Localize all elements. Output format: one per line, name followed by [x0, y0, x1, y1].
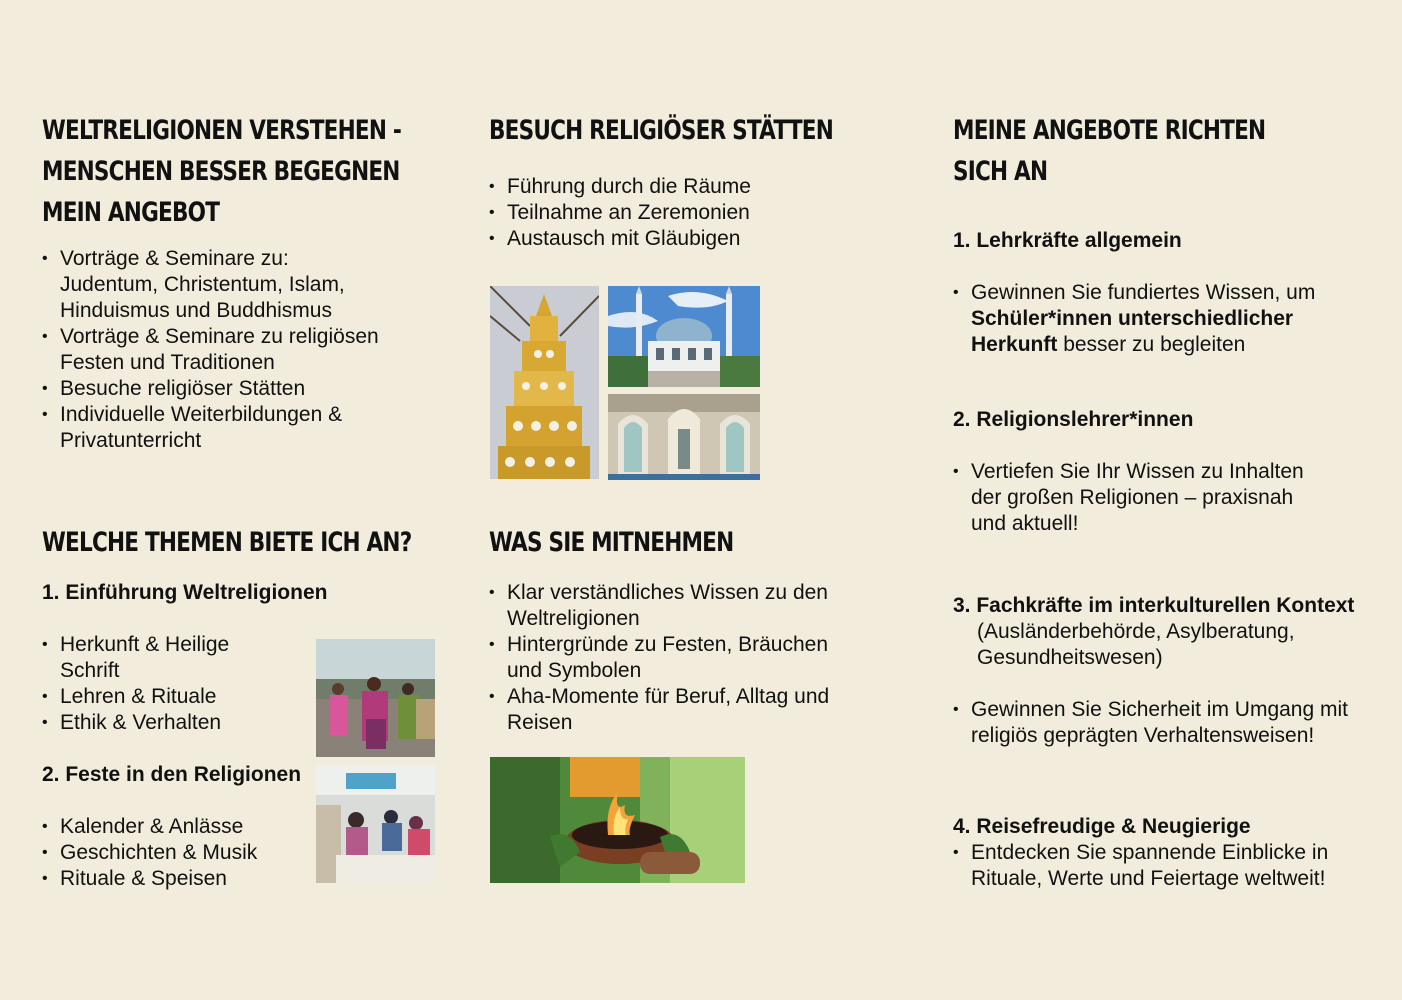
list-item: • Herkunft & Heilige Schrift: [42, 632, 250, 684]
list-item: • Kalender & Anlässe: [42, 814, 292, 840]
takeaway-list: [489, 580, 849, 736]
theme2-list: [42, 814, 292, 892]
group2-title: 2. Religionslehrer*innen: [953, 408, 1194, 431]
group3-note: (Ausländerbehörde, Asylberatung, Gesundheitswesen): [977, 620, 1295, 669]
list-item: • Ethik & Verhalten: [42, 710, 292, 736]
list-item: • Vorträge & Seminare zu religiösen Festen und Traditionen: [42, 324, 392, 376]
list-item: • Rituale & Speisen: [42, 866, 292, 892]
group1-title: 1. Lehrkräfte allgemein: [953, 229, 1182, 252]
festival-meal-photo: [316, 765, 435, 883]
group4-title: 4. Reisefreudige & Neugierige: [953, 815, 1251, 838]
group3-title: 3. Fachkräfte im interkulturellen Kontext: [953, 594, 1355, 617]
themes-heading: WELCHE THEMEN BIETE ICH AN?: [42, 527, 412, 558]
list-item: • Hintergründe zu Festen, Bräuchen und Symbolen: [489, 632, 849, 684]
list-item: • Lehren & Rituale: [42, 684, 292, 710]
list-item: • Teilnahme an Zeremonien: [489, 200, 859, 226]
list-item: • Entdecken Sie spannende Einblicke in Rituale, Werte und Feiertage weltweit!: [953, 840, 1353, 892]
offer-list: [42, 246, 392, 454]
group2-list: [953, 459, 1323, 537]
group3-list: [953, 697, 1373, 749]
fire-ritual-photo: [490, 757, 745, 883]
list-item: • Führung durch die Räume: [489, 174, 859, 200]
list-item: • Individuelle Weiterbildungen & Privatunterricht: [42, 402, 392, 454]
dance-photo: [316, 639, 435, 757]
list-item: • Vertiefen Sie Ihr Wissen zu Inhalten der großen Religionen – praxisnah und aktuell!: [953, 459, 1323, 537]
list-item: • Gewinnen Sie fundiertes Wissen, um Schüler*innen unterschiedlicher Herkunft besser zu begleiten: [953, 280, 1343, 358]
sites-heading: BESUCH RELIGIÖSER STÄTTEN: [489, 115, 833, 146]
list-item: • Austausch mit Gläubigen: [489, 226, 859, 252]
list-item: • Klar verständliches Wissen zu den Weltreligionen: [489, 580, 849, 632]
list-item: • Besuche religiöser Stätten: [42, 376, 392, 402]
list-item: • Aha-Momente für Beruf, Alltag und Reisen: [489, 684, 849, 736]
list-item: • Geschichten & Musik: [42, 840, 292, 866]
theme1-list: [42, 632, 292, 736]
hindu-temple-photo: [490, 286, 599, 479]
theme1-title: 1. Einführung Weltreligionen: [42, 581, 328, 604]
takeaway-heading: WAS SIE MITNEHMEN: [489, 527, 734, 558]
mosque-interior-photo: [608, 394, 760, 480]
sites-list: [489, 174, 859, 252]
audience-heading: MEINE ANGEBOTE RICHTEN SICH AN: [953, 115, 1266, 187]
group4-list: [953, 840, 1353, 892]
mosque-exterior-photo: [608, 286, 760, 387]
list-item: • Gewinnen Sie Sicherheit im Umgang mit religiös geprägten Verhaltensweisen!: [953, 697, 1373, 749]
list-item: • Vorträge & Seminare zu: Judentum, Christentum, Islam, Hinduismus und Buddhismus: [42, 246, 392, 324]
group1-list: [953, 280, 1343, 358]
offer-heading: WELTRELIGIONEN VERSTEHEN - MENSCHEN BESSER BEGEGNEN MEIN ANGEBOT: [42, 115, 401, 228]
theme2-title: 2. Feste in den Religionen: [42, 763, 302, 786]
